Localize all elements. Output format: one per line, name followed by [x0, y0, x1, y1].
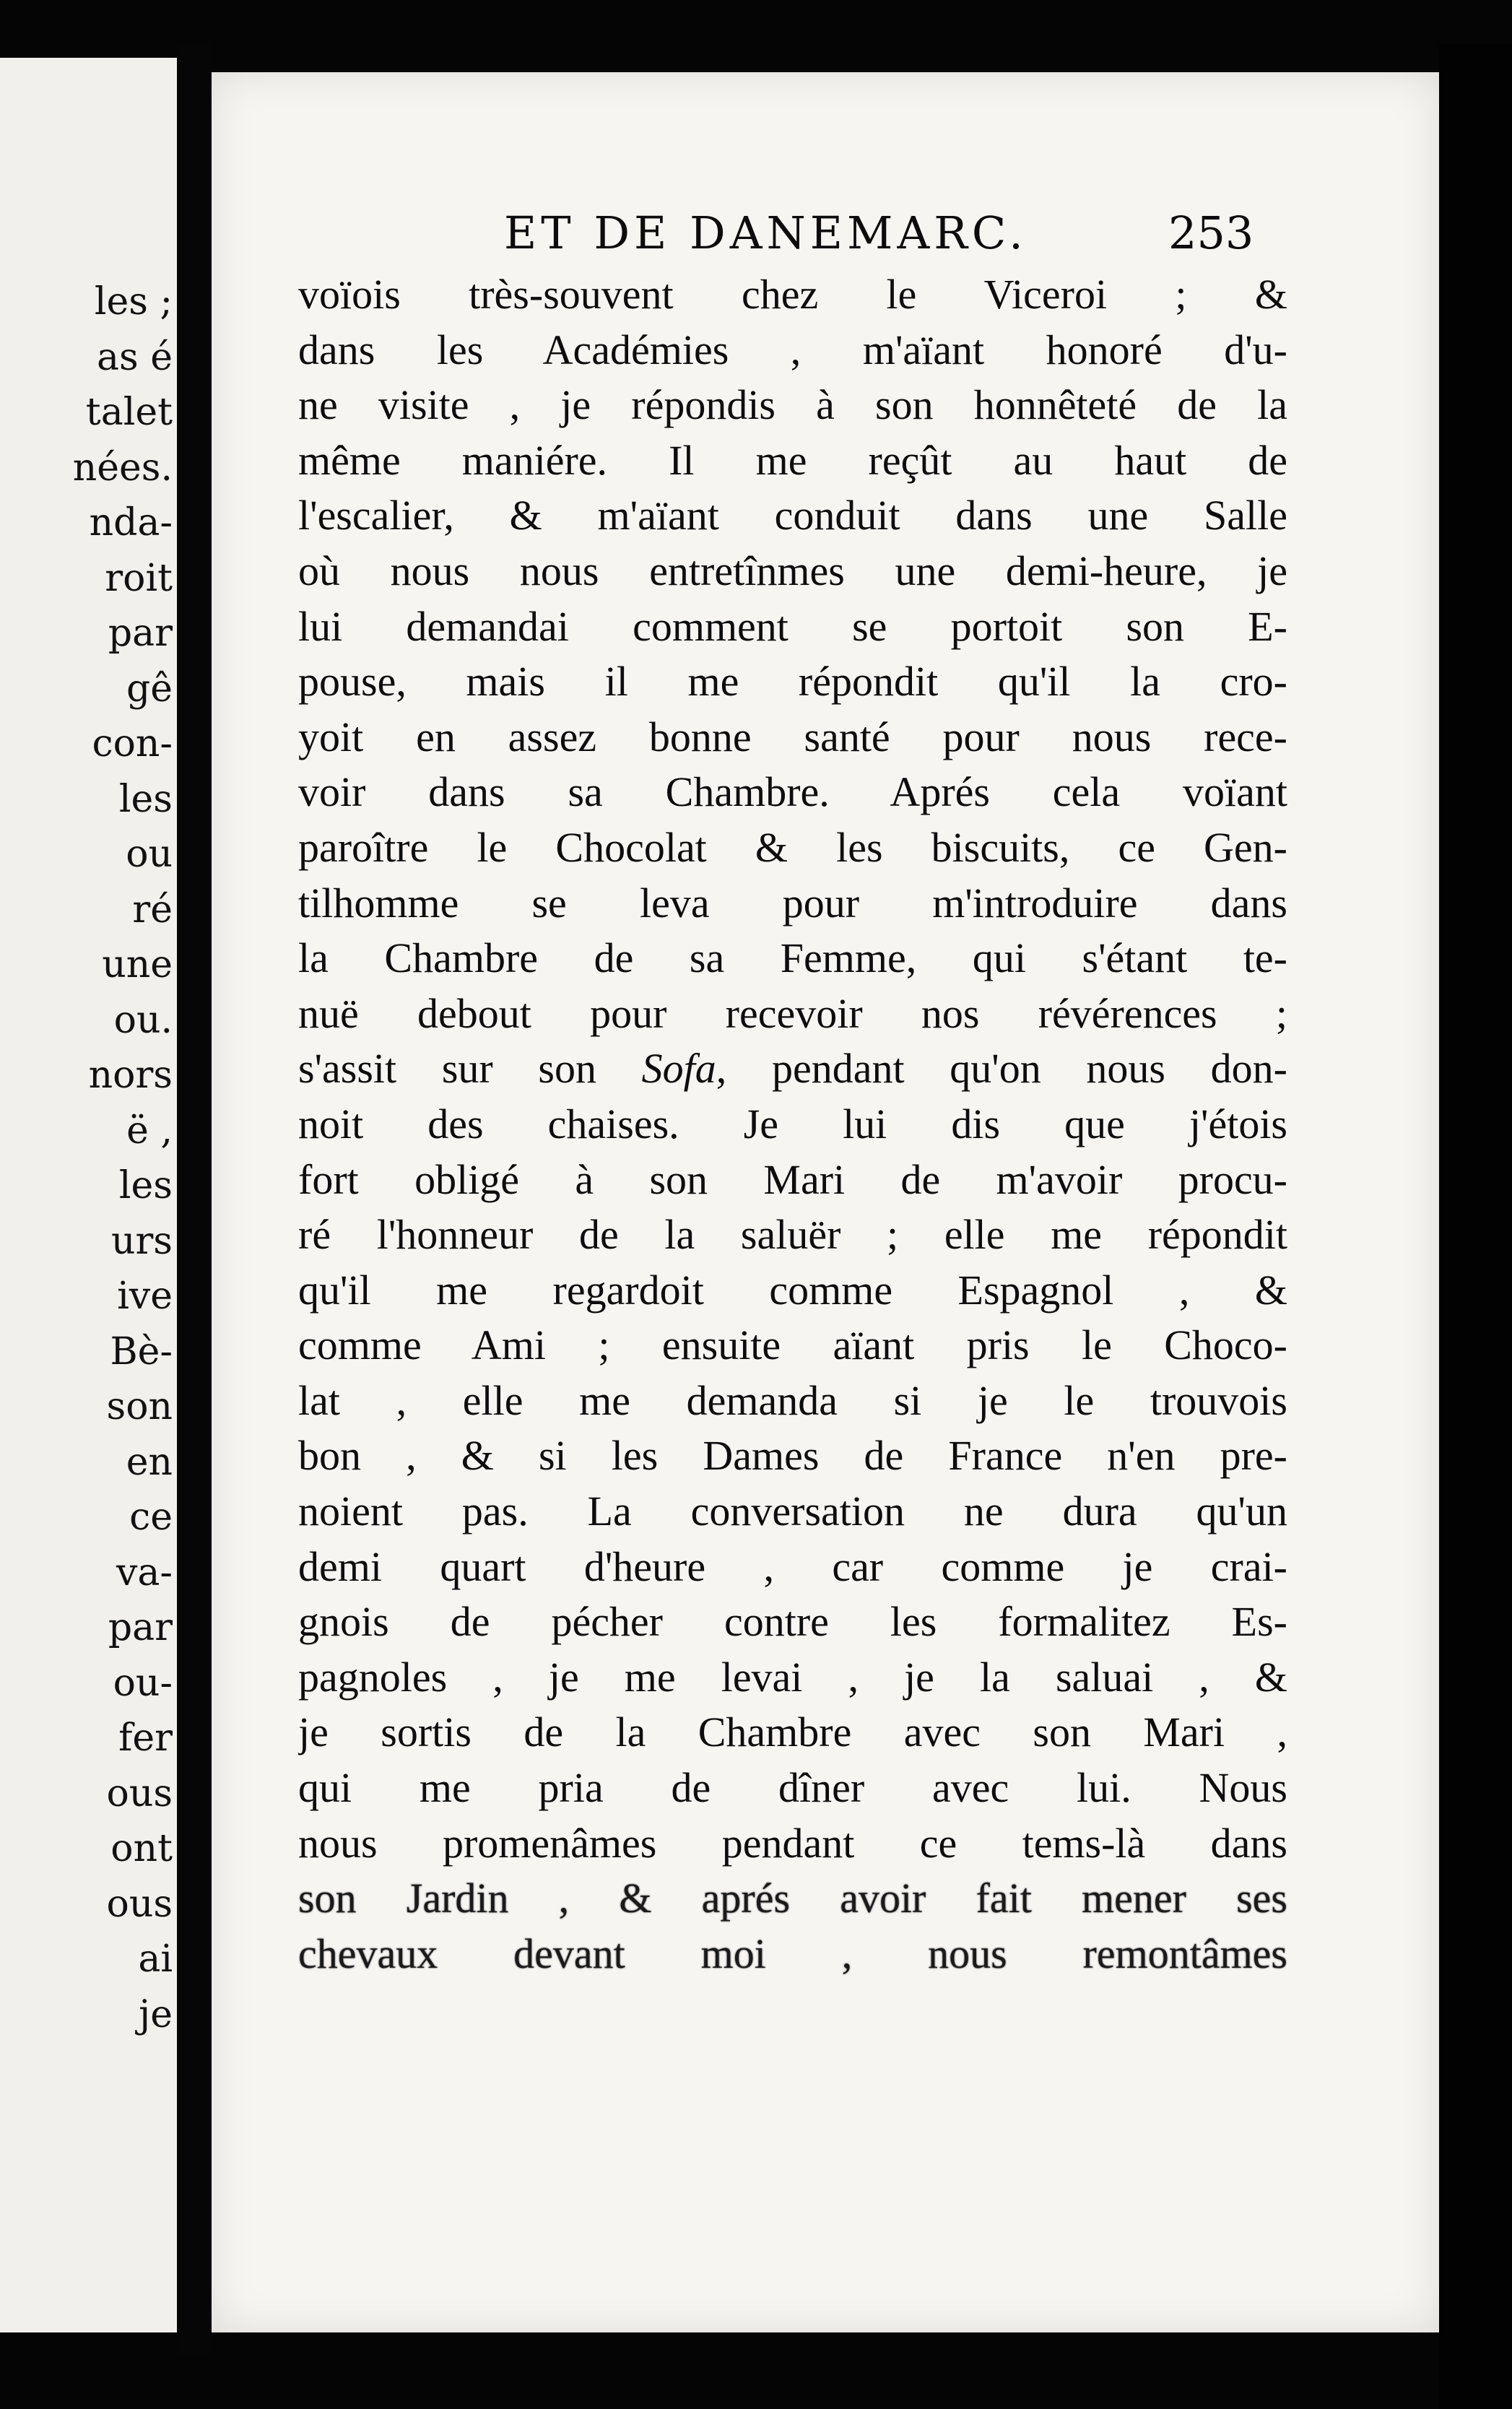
fragment-line: ou. — [113, 998, 173, 1042]
fragment-line: je — [139, 1992, 173, 2036]
body-text — [298, 267, 1287, 1982]
text-line: noit des chaises. Je lui dis que j'étois — [298, 1100, 1287, 1147]
running-head — [212, 201, 1439, 266]
text-line: voir dans sa Chambre. Aprés cela voïant — [298, 768, 1287, 816]
text-line: yoit en assez bonne santé pour nous rece- — [298, 713, 1287, 760]
running-title: ET DE DANEMARC. — [504, 207, 1027, 259]
text-line: ne visite , je répondis à son honnêteté de la — [298, 381, 1287, 429]
text-line: comme Ami ; ensuite aïant pris le Choco- — [298, 1321, 1287, 1369]
text-segment: s'assit sur son — [298, 1045, 642, 1093]
fragment-line: con- — [92, 722, 173, 765]
text-line: chevaux devant moi , nous remontâmes — [298, 1930, 1287, 1977]
text-line: pouse, mais il me répondit qu'il la cro- — [298, 658, 1287, 706]
text-line: ré l'honneur de la saluër ; elle me répondit — [298, 1211, 1287, 1259]
text-line: lui demandai comment se portoit son E- — [298, 602, 1287, 650]
text-line: même maniére. Il me reçût au haut de — [298, 436, 1287, 484]
fragment-line: ou — [126, 833, 173, 876]
fragment-line: par — [108, 612, 173, 655]
fragment-line: ai — [138, 1937, 173, 1981]
text-line: lat , elle me demanda si je le trouvois — [298, 1376, 1287, 1424]
fragment-line: fer — [118, 1716, 173, 1760]
fragment-line: par — [108, 1606, 173, 1649]
text-line: où nous nous entretînmes une demi-heure, je — [298, 547, 1287, 594]
fragment-line: nors — [88, 1054, 173, 1097]
fragment-line: ce — [129, 1496, 173, 1539]
facing-page-text-fragments — [73, 274, 173, 2042]
fragment-line: Bè- — [110, 1329, 173, 1373]
fragment-line: ré — [132, 887, 173, 932]
fragment-line: gê — [126, 667, 173, 711]
text-line: l'escalier, & m'aïant conduit dans une Salle — [298, 492, 1287, 539]
text-line: bon , & si les Dames de France n'en pre- — [298, 1432, 1287, 1480]
text-line: je sortis de la Chambre avec son Mari , — [298, 1709, 1287, 1756]
text-line: nuë debout pour recevoir nos révérences ; — [298, 989, 1287, 1037]
fragment-line: ë , — [126, 1108, 173, 1153]
text-segment: , pendant qu'on nous don- — [716, 1045, 1287, 1093]
fragment-line: va- — [116, 1550, 173, 1594]
fragment-line: les ; — [94, 280, 173, 324]
fragment-line: les — [118, 1164, 173, 1207]
book-gutter — [177, 43, 212, 2354]
book-page — [212, 72, 1439, 2332]
text-line: pagnoles , je me levai , je la saluai , & — [298, 1653, 1287, 1701]
text-line: voïois très-souvent chez le Viceroi ; & — [298, 271, 1287, 318]
text-line-sofa — [298, 1041, 1287, 1097]
fragment-line: en — [126, 1440, 173, 1484]
text-line: paroître le Chocolat & les biscuits, ce Gen- — [298, 823, 1287, 871]
fragment-line: les — [118, 777, 173, 821]
text-line: son Jardin , & aprés avoir fait mener ses — [298, 1875, 1287, 1922]
fragment-line: ive — [117, 1275, 173, 1318]
fragment-line: ous — [106, 1771, 173, 1815]
fragment-line: une — [102, 943, 173, 986]
fragment-line: talet — [85, 391, 173, 434]
fragment-line: ou- — [113, 1661, 173, 1705]
fragment-line: as é — [97, 335, 173, 379]
fragment-line: son — [106, 1385, 173, 1428]
text-line: fort obligé à son Mari de m'avoir procu- — [298, 1155, 1287, 1203]
fragment-line: ous — [106, 1882, 173, 1926]
page-number: 253 — [1168, 207, 1254, 259]
fragment-line: urs — [110, 1219, 173, 1263]
fragment-line: roit — [105, 556, 173, 600]
fragment-line: nées. — [72, 446, 173, 490]
text-line: dans les Académies , m'aïant honoré d'u- — [298, 326, 1287, 373]
text-line: qu'il me regardoit comme Espagnol , & — [298, 1266, 1287, 1314]
text-line: noient pas. La conversation ne dura qu'un — [298, 1488, 1287, 1535]
text-line: gnois de pécher contre les formalitez Es- — [298, 1598, 1287, 1646]
page-edge-shadow — [1439, 43, 1512, 2409]
fragment-line: ont — [110, 1827, 173, 1870]
facing-page-left — [0, 58, 177, 2332]
text-line: tilhomme se leva pour m'introduire dans — [298, 879, 1287, 926]
text-line: la Chambre de sa Femme, qui s'étant te- — [298, 934, 1287, 982]
italic-word-sofa: Sofa — [641, 1045, 716, 1093]
text-line: demi quart d'heure , car comme je crai- — [298, 1542, 1287, 1590]
fragment-line: nda- — [89, 501, 173, 544]
text-line: qui me pria de dîner avec lui. Nous — [298, 1764, 1287, 1812]
text-line: nous promenâmes pendant ce tems-là dans — [298, 1819, 1287, 1867]
